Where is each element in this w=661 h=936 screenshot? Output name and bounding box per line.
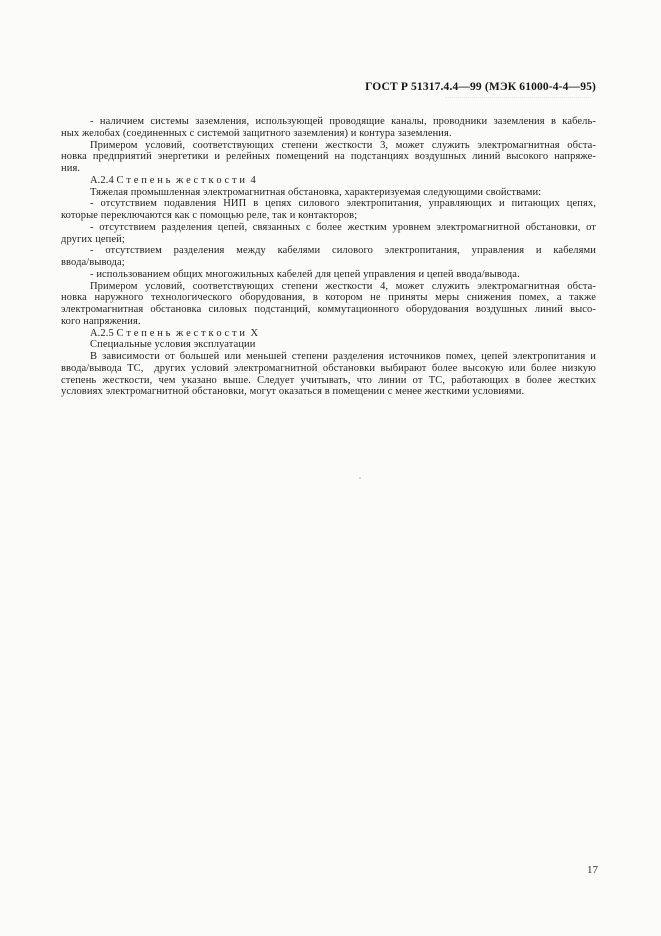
text-line: ния. (61, 163, 81, 174)
text-line: условиях электромагнитной обстановки, могут оказаться в помещении с менее жесткими условиями. (61, 386, 525, 398)
text-line: Специальные условия эксплуатации (90, 339, 256, 351)
text-line: ввода/вывода; (61, 257, 125, 268)
text-line: Примером условий, соответствующих степени жесткости 4, может служить электромагнитная обста- (90, 280, 596, 292)
page-number: 17 (587, 864, 598, 876)
text-line: - отсутствием разделения цепей, связанных с более жестким уровнем электромагнитной обстановки, от (90, 221, 596, 233)
text-line: новка предприятий энергетики и релейных помещений на подстанциях воздушных линий высокого напряже- (61, 151, 596, 163)
text-line: - отсутствием разделения между кабелями силового электропитания, управления и кабелями (90, 245, 596, 257)
text-line: степень жесткости, чем указано выше. Следует учитывать, что линии от ТС, работающих в более жестких (61, 374, 596, 386)
document-body (61, 116, 596, 398)
scan-artifact-dot (359, 477, 361, 479)
text-line: ввода/вывода ТС, других условий электромагнитной обстановки выбирают более высокую или более низкую (61, 362, 596, 374)
text-line: новка наружного технологического оборудования, в котором не приняты меры снижения помех, а также (61, 292, 596, 304)
scan-artifact-line (445, 97, 591, 98)
text-line: электромагнитная обстановка силовых подстанций, коммутационного оборудования воздушных линий высо- (61, 304, 596, 315)
text-line: В зависимости от большей или меньшей степени разделения источников помех, цепей электропитания и (90, 351, 596, 362)
text-line: которые переключаются как с помощью реле, так и контакторов; (61, 210, 358, 221)
text-line: других цепей; (61, 233, 125, 245)
text-line: - использованием общих многожильных кабелей для цепей управления и цепей ввода/вывода. (90, 268, 520, 280)
text-line: Тяжелая промышленная электромагнитная обстановка, характеризуемая следующими свойствами: (90, 186, 542, 198)
text-line: Примером условий, соответствующих степени жесткости 3, может служить электромагнитная обста- (90, 139, 596, 151)
document-header: ГОСТ Р 51317.4.4—99 (МЭК 61000-4-4—95) (365, 81, 596, 93)
text-line: - наличием системы заземления, использующей проводящие каналы, проводники заземления в кабель- (90, 116, 596, 127)
text-line: - отсутствием подавления НИП в цепях силового электропитания, управляющих и питающих цепях, (90, 198, 596, 210)
section-heading-a24: А.2.4 С т е п е н ь ж е с т к о с т и 4 (90, 174, 256, 186)
text-line: ных желобах (соединенных с системой защитного заземления) и контура заземления. (61, 127, 452, 139)
section-heading-a25: А.2.5 С т е п е н ь ж е с т к о с т и X (90, 327, 259, 339)
text-line: кого напряжения. (61, 315, 141, 327)
